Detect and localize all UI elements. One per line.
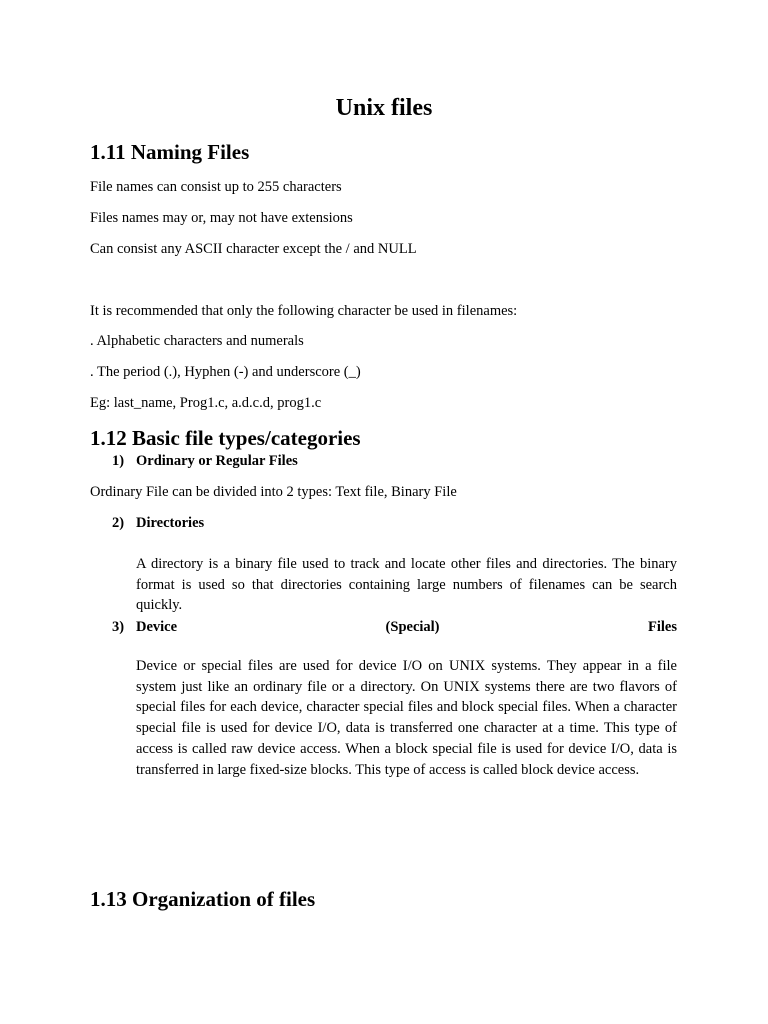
title-word: (Special) — [385, 619, 440, 635]
bullet-line: . The period (.), Hyphen (-) and underscore (_) — [90, 364, 361, 380]
paragraph-line: It is recommended that only the following character be used in filenames: — [90, 303, 518, 319]
paragraph-line: Can consist any ASCII character except the / and NULL — [90, 241, 417, 257]
bullet-line: . Alphabetic characters and numerals — [90, 333, 304, 349]
list-number: 1) — [112, 453, 125, 469]
section-heading-file-types: 1.12 Basic file types/categories — [90, 426, 361, 450]
example-line: Eg: last_name, Prog1.c, a.d.c.d, prog1.c — [90, 395, 322, 411]
list-item-title: Ordinary or Regular Files — [136, 453, 298, 469]
paragraph-block: Device or special files are used for device I/O on UNIX systems. They appear in a file system just like an ordinary file or a directory. On UNIX systems there are two flavors of special files for each device, character special files and block special files. When a character special file is used for device I/O, data is transferred one character at a time. This type of access is called raw device access. When a block special file is used for device I/O, data is transferred in large fixed-size blocks. This type of access is called block device access. — [136, 658, 677, 778]
list-number: 3) — [112, 619, 125, 635]
section-heading-naming-files: 1.11 Naming Files — [90, 140, 250, 164]
paragraph-line: Files names may or, may not have extensions — [90, 210, 353, 226]
document-title: Unix files — [335, 95, 433, 121]
section-heading-organization: 1.13 Organization of files — [90, 887, 316, 911]
title-word: Files — [648, 619, 677, 635]
list-item-title: Directories — [136, 515, 205, 531]
title-word: Device — [136, 619, 178, 635]
paragraph-line: Ordinary File can be divided into 2 types: Text file, Binary File — [90, 484, 457, 500]
list-number: 2) — [112, 515, 125, 531]
list-item-title — [136, 617, 677, 637]
paragraph-line: File names can consist up to 255 characters — [90, 179, 342, 195]
paragraph-block: A directory is a binary file used to track and locate other files and directories. The binary format is used so that directories containing large numbers of filenames can be search quickly. — [136, 556, 677, 614]
